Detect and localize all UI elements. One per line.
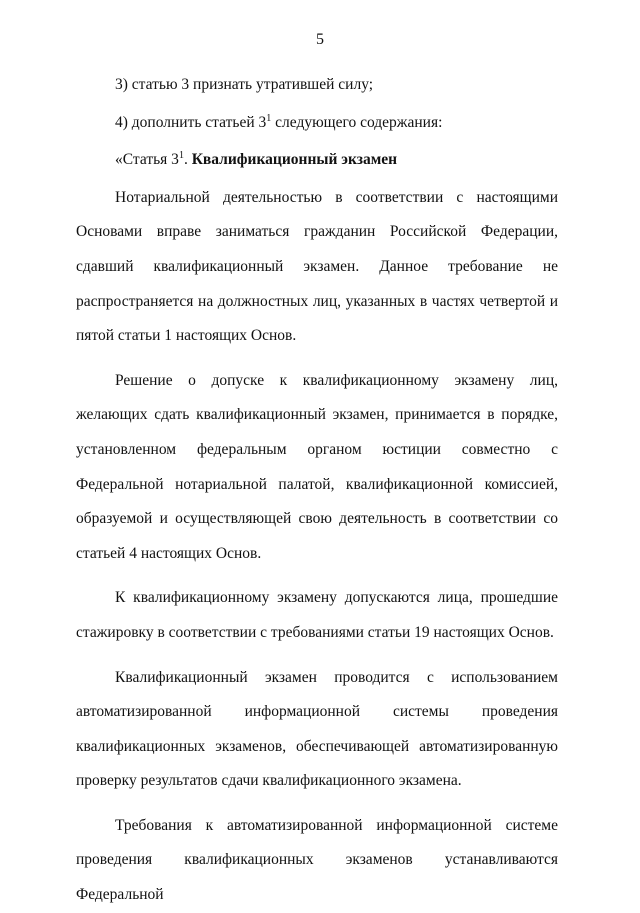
article-separator: . [183, 151, 192, 169]
article-title: Квалификационный экзамен [191, 151, 398, 169]
article-superscript: 1 [178, 150, 184, 162]
document-body [76, 68, 558, 913]
paragraph: Требования к автоматизированной информационной системе проведения квалификационных экзаменов устанавливаются Федеральной [76, 816, 558, 904]
list-item-3: 3) статью 3 признать утратившей силу; [115, 76, 374, 93]
article-prefix: «Статья 3 [115, 151, 179, 169]
paragraph: К квалификационному экзамену допускаются лица, прошедшие стажировку в соответствии с требованиями статьи 19 настоящих Основ. [76, 589, 558, 641]
paragraph: Нотариальной деятельностью в соответствии с настоящими Основами вправе заниматься гражданин Российской Федерации, сдавший квалификационный экзамен. Данное требование не распространяется на должностных лиц, указанных в частях четвертой и пятой статьи 1 настоящих Основ. [76, 188, 558, 345]
page-number: 5 [316, 31, 324, 48]
paragraph: Квалификационный экзамен проводится с использованием автоматизированной информационной системы проведения квалификационных экзаменов, обеспечивающей автоматизированную проверку результатов сдачи квалификационного экзамена. [76, 668, 558, 790]
list-item-4-text: 4) дополнить статьей 3 [115, 113, 267, 131]
list-item-4 [76, 106, 558, 141]
superscript: 1 [266, 112, 272, 124]
article-heading [76, 143, 558, 178]
list-item-4-text-end: следующего содержания: [271, 113, 443, 131]
paragraph: Решение о допуске к квалификационному экзамену лиц, желающих сдать квалификационный экзамен, принимается в порядке, установленном федеральным органом юстиции совместно с Федеральной нотариальной палатой, квалификационной комиссией, образуемой и осуществляющей свою деятельность в соответствии со статьей 4 настоящих Основ. [76, 371, 558, 562]
